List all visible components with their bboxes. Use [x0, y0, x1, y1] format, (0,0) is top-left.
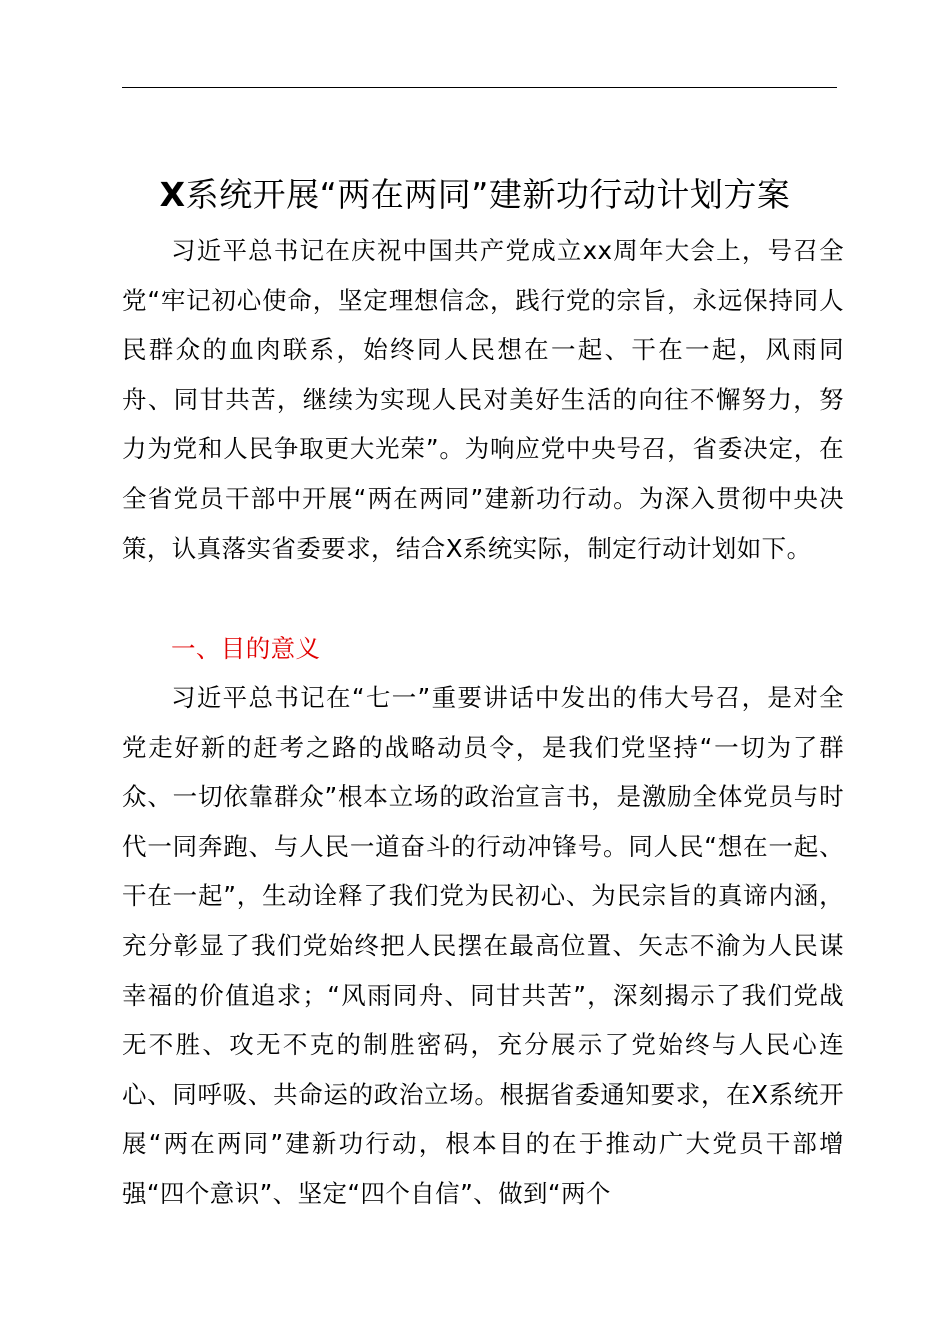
body-paragraph-2: 习近平总书记在“七一”重要讲话中发出的伟大号召，是对全党走好新的赶考之路的战略动员令，是我们党坚持“一切为了群众、一切依靠群众”根本立场的政治宣言书，是激励全体党员与时代一同奔跑、与人民一道奋斗的行动冲锋号。同人民“想在一起、干在一起”，生动诠释了我们党为民初心、为民宗旨的真谛内涵，充分彰显了我们党始终把人民摆在最高位置、矢志不渝为人民谋幸福的价值追求；“风雨同舟、同甘共苦”，深刻揭示了我们党战无不胜、攻无不克的制胜密码，充分展示了党始终与人民心连心、同呼吸、共命运的政治立场。根据省委通知要求，在X系统开展“两在两同”建新功行动，根本目的在于推动广大党员干部增强“四个意识”、坚定“四个自信”、做到“两个	[122, 683, 844, 1208]
document-title	[100, 172, 850, 218]
body-paragraph-1: 习近平总书记在庆祝中国共产党成立xx周年大会上，号召全党“牢记初心使命，坚定理想信念，践行党的宗旨，永远保持同人民群众的血肉联系，始终同人民想在一起、干在一起，风雨同舟、同甘共苦，继续为实现人民对美好生活的向往不懈努力，努力为党和人民争取更大光荣”。为响应党中央号召，省委决定，在全省党员干部中开展“两在两同”建新功行动。为深入贯彻中央决策，认真落实省委要求，结合X系统实际，制定行动计划如下。	[122, 236, 844, 563]
section-heading-purpose: 一、目的意义	[171, 634, 321, 663]
header-rule	[122, 87, 837, 88]
title-text: 系统开展“两在两同”建新功行动计划方案	[185, 175, 791, 215]
title-prefix: X	[159, 175, 186, 215]
